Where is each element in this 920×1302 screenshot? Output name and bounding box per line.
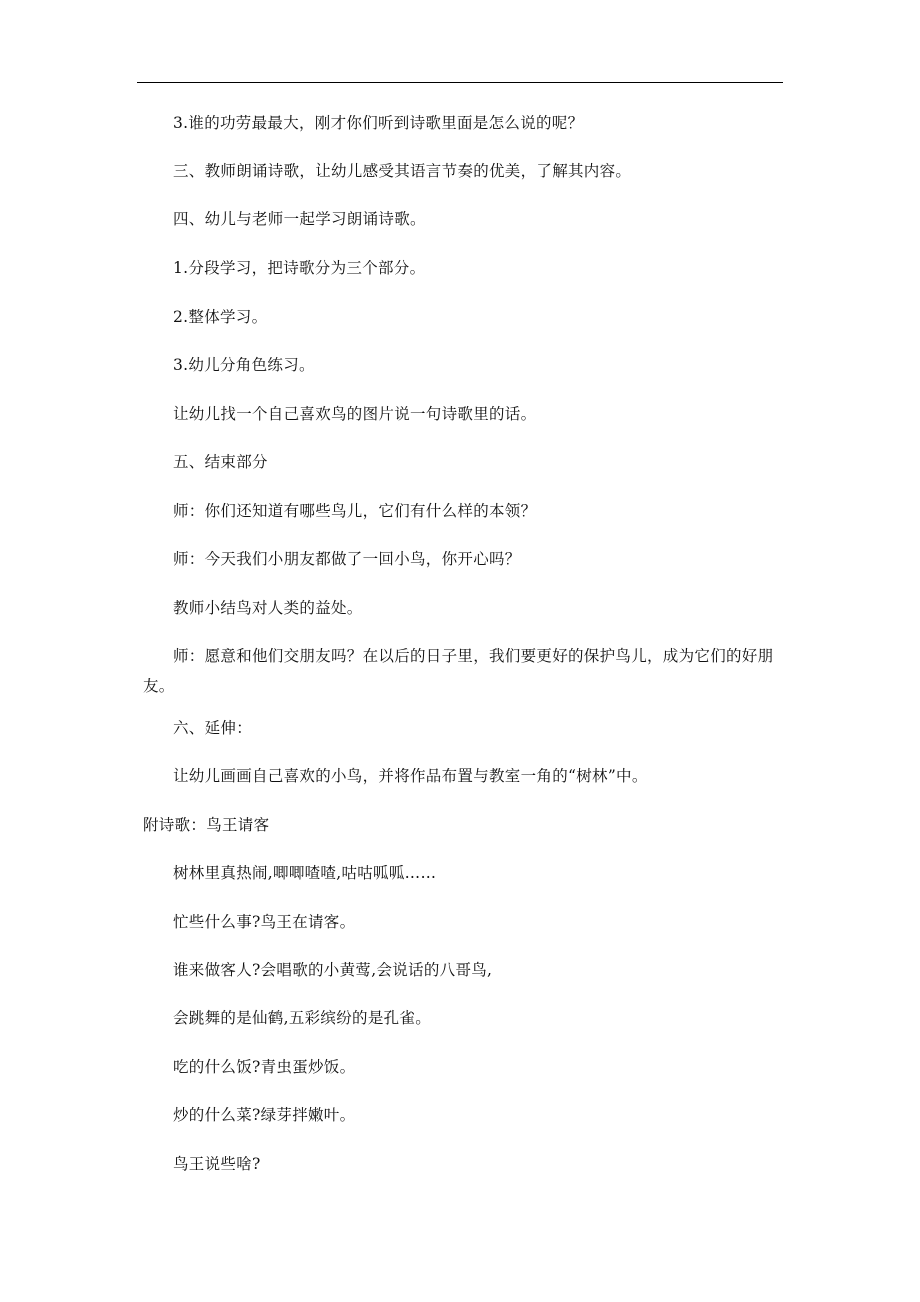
extension-paragraph: 让幼儿画画自己喜欢的小鸟，并将作品布置与教室一角的“树林”中。 (173, 767, 648, 785)
teacher-closing-line-1: 师：愿意和他们交朋友吗？在以后的日子里，我们要更好的保护鸟儿，成为它们的好朋 (173, 647, 774, 665)
activity-paragraph: 让幼儿找一个自己喜欢鸟的图片说一句诗歌里的话。 (173, 405, 537, 423)
section-five-heading: 五、结束部分 (173, 453, 268, 471)
teacher-question-1: 师：你们还知道有哪些鸟儿，它们有什么样的本领？ (173, 502, 537, 520)
teacher-closing-line-2: 友。 (143, 677, 175, 695)
poem-line: 会跳舞的是仙鹤,五彩缤纷的是孔雀。 (173, 1009, 432, 1027)
poem-line: 树林里真热闹,唧唧喳喳,咕咕呱呱…… (173, 864, 437, 882)
step-1: 1.分段学习，把诗歌分为三个部分。 (173, 259, 426, 277)
poem-line: 谁来做客人?会唱歌的小黄莺,会说话的八哥鸟, (173, 961, 493, 979)
section-three-heading: 三、教师朗诵诗歌，让幼儿感受其语言节奏的优美，了解其内容。 (173, 162, 632, 180)
teacher-question-2: 师：今天我们小朋友都做了一回小鸟，你开心吗？ (173, 550, 521, 568)
poem-line: 炒的什么菜?绿芽拌嫩叶。 (173, 1106, 356, 1124)
step-3: 3.幼儿分角色练习。 (173, 356, 315, 374)
section-six-heading: 六、延伸： (173, 719, 253, 737)
step-2: 2.整体学习。 (173, 308, 268, 326)
teacher-closing-paragraph (143, 641, 783, 701)
header-rule (137, 82, 783, 83)
section-four-heading: 四、幼儿与老师一起学习朗诵诗歌。 (173, 210, 426, 228)
poem-line: 吃的什么饭?青虫蛋炒饭。 (173, 1058, 356, 1076)
teacher-summary: 教师小结鸟对人类的益处。 (173, 599, 363, 617)
poem-line: 鸟王说些啥? (173, 1155, 261, 1173)
poem-line: 忙些什么事?鸟王在请客。 (173, 913, 356, 931)
poem-heading: 附诗歌：鸟王请客 (143, 816, 270, 834)
paragraph-question-3: 3.谁的功劳最最大，刚才你们听到诗歌里面是怎么说的呢？ (173, 114, 584, 132)
